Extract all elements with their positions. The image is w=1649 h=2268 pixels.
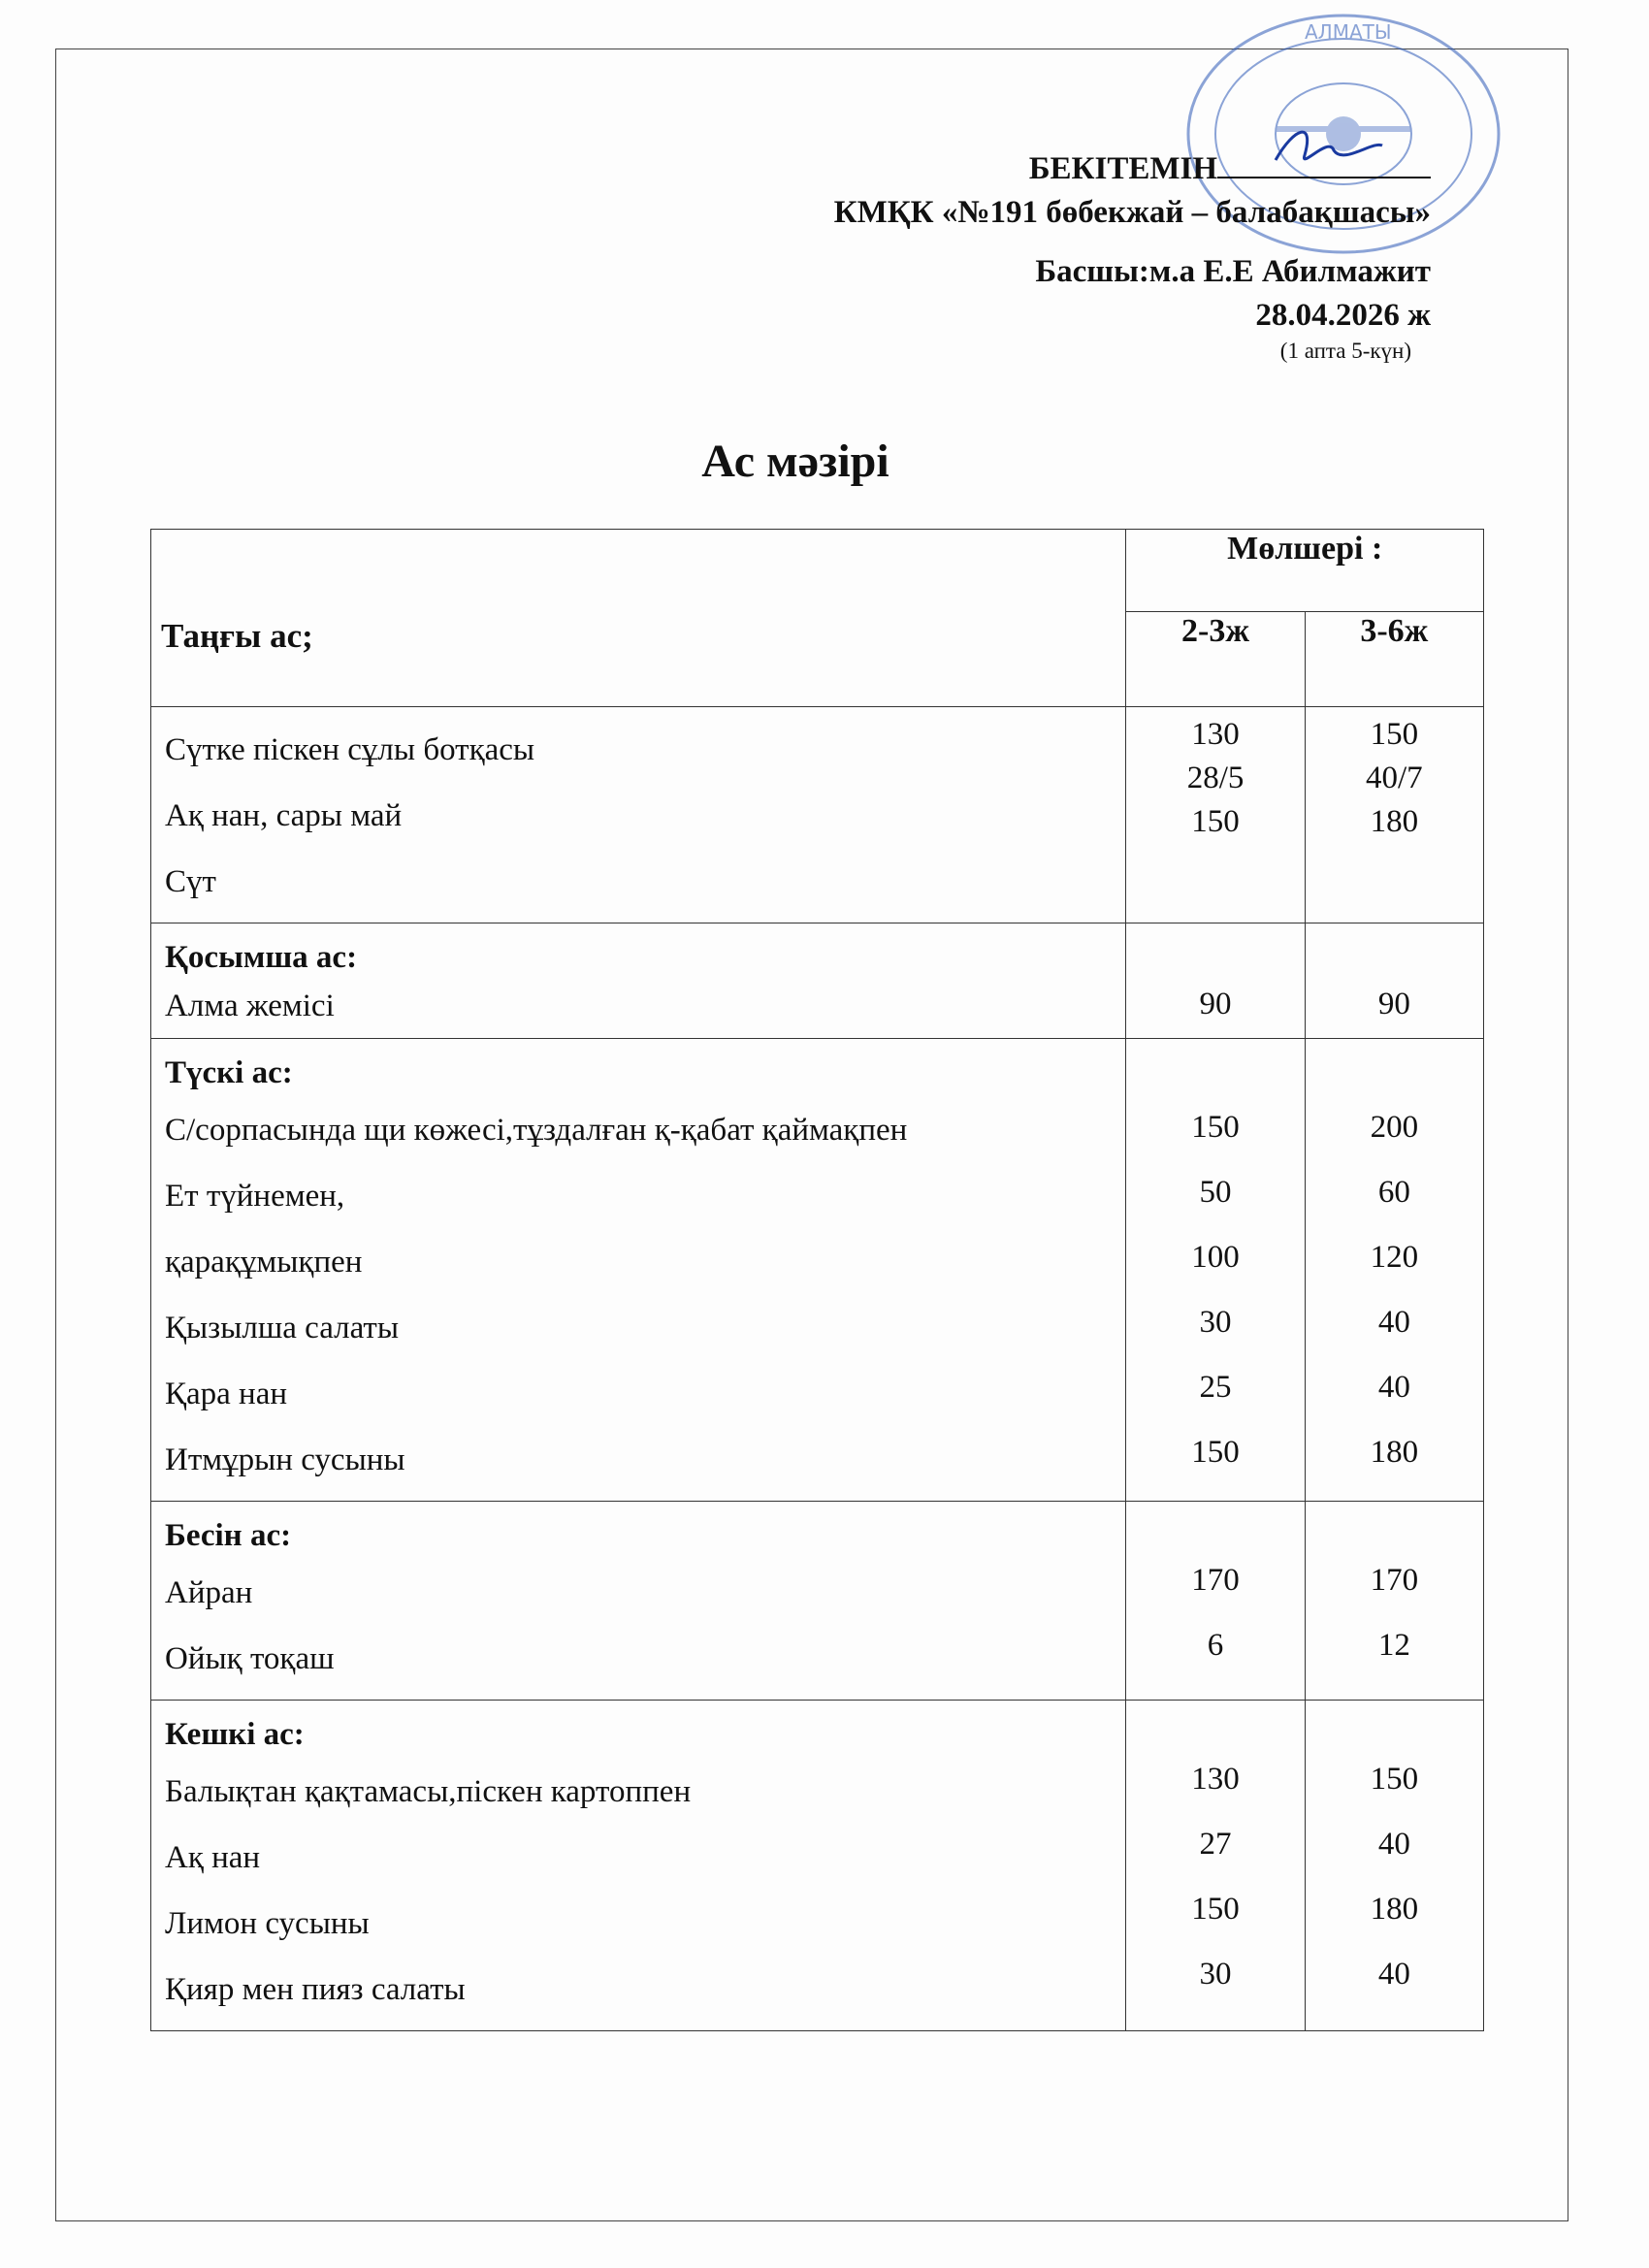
- approve-line: [834, 146, 1431, 191]
- amount: 50: [1199, 1175, 1232, 1210]
- amount: 150: [1370, 717, 1419, 752]
- signature-scribble: [1237, 116, 1450, 175]
- amount: 40: [1377, 1827, 1410, 1862]
- amount: 28/5: [1186, 761, 1245, 795]
- amount: 40: [1377, 1370, 1410, 1405]
- amount: 90: [1377, 987, 1410, 1021]
- amounts-2-3: [1126, 1502, 1305, 1701]
- amount: 170: [1191, 1563, 1240, 1598]
- amount: 150: [1191, 804, 1240, 839]
- amount: 180: [1370, 804, 1419, 839]
- amount: 100: [1191, 1240, 1240, 1275]
- amounts-3-6: [1305, 923, 1483, 1039]
- amount-header: Мөлшері :: [1126, 530, 1484, 612]
- amount: 200: [1370, 1110, 1419, 1145]
- signature: [1217, 146, 1431, 178]
- dish-name: Итмұрын сусыны: [165, 1442, 405, 1477]
- section-items: [151, 1039, 1126, 1502]
- menu-table: [150, 529, 1484, 2031]
- dish-name: Алма жемісі: [165, 988, 335, 1023]
- amount: 130: [1191, 717, 1240, 752]
- section-items: [151, 1701, 1126, 2031]
- amount: 40: [1377, 1957, 1410, 1992]
- amount: 180: [1370, 1435, 1419, 1470]
- section-breakfast: [151, 707, 1484, 923]
- section-title: Қосымша ас:: [165, 940, 358, 975]
- amount: 30: [1199, 1957, 1232, 1992]
- section-title: Кешкі ас:: [165, 1717, 305, 1752]
- amount: 150: [1191, 1435, 1240, 1470]
- amounts-2-3: [1126, 1701, 1305, 2031]
- section-snack: [151, 923, 1484, 1039]
- organization-name: КМҚК «№191 бөбекжай – балабақшасы»: [833, 195, 1431, 230]
- dish-name: Қара нан: [165, 1377, 288, 1411]
- amounts-2-3: [1126, 707, 1305, 923]
- amount: 150: [1191, 1892, 1240, 1927]
- section-afternoon: [151, 1502, 1484, 1701]
- age-header-3-6: 3-6ж: [1305, 612, 1483, 707]
- dish-name: Қияр мен пияз салаты: [165, 1972, 466, 2007]
- amount: 30: [1199, 1305, 1232, 1340]
- amounts-3-6: [1305, 1502, 1483, 1701]
- amount: 40/7: [1366, 761, 1423, 795]
- amount: 120: [1370, 1240, 1419, 1275]
- amounts-3-6: [1305, 707, 1483, 923]
- stamp-text: АЛМАТЫ: [1305, 20, 1392, 44]
- dish-name: қарақұмықпен: [165, 1245, 363, 1280]
- amount: 40: [1377, 1305, 1410, 1340]
- amount: 60: [1377, 1175, 1410, 1210]
- amount: 12: [1377, 1628, 1410, 1663]
- amounts-3-6: [1305, 1039, 1483, 1502]
- section-lunch: [151, 1039, 1484, 1502]
- amount: 170: [1370, 1563, 1419, 1598]
- dish-name: Ет түйнемен,: [165, 1179, 345, 1214]
- amounts-2-3: [1126, 923, 1305, 1039]
- week-day: (1 апта 5-күн): [1279, 339, 1411, 363]
- approval-date: 28.04.2026 ж: [1255, 298, 1431, 333]
- amount: 25: [1199, 1370, 1232, 1405]
- amounts-2-3: [1126, 1039, 1305, 1502]
- dish-name: Ойық тоқаш: [165, 1641, 335, 1676]
- header-row: [151, 530, 1484, 612]
- dish-name: Лимон сусыны: [165, 1906, 370, 1941]
- section-title: Түскі ас:: [165, 1055, 293, 1090]
- dish-name: С/сорпасында щи көжесі,тұздалған қ-қабат қаймақпен: [165, 1113, 908, 1148]
- approval-block: [834, 146, 1431, 365]
- approve-label: БЕКІТЕМІН: [1028, 151, 1217, 186]
- section-title: Бесін ас:: [165, 1518, 292, 1553]
- dish-name: Айран: [165, 1575, 253, 1610]
- page-title: Ас мәзірі: [701, 436, 889, 487]
- breakfast-header: Таңғы ас;: [151, 530, 1126, 707]
- director-name: Басшы:м.а Е.Е Абилмажит: [1035, 254, 1431, 289]
- age-header-2-3: 2-3ж: [1126, 612, 1305, 707]
- dish-name: Сүт: [165, 864, 216, 899]
- dish-name: Сүтке піскен сұлы ботқасы: [165, 732, 535, 767]
- amount: 150: [1191, 1110, 1240, 1145]
- section-dinner: [151, 1701, 1484, 2031]
- amount: 27: [1199, 1827, 1232, 1862]
- amount: 130: [1191, 1762, 1240, 1797]
- amount: 180: [1370, 1892, 1419, 1927]
- dish-name: Ақ нан: [165, 1840, 261, 1875]
- amount: 6: [1207, 1628, 1224, 1663]
- amounts-3-6: [1305, 1701, 1483, 2031]
- amount: 150: [1370, 1762, 1419, 1797]
- dish-name: Қызылша салаты: [165, 1311, 400, 1345]
- section-items: [151, 1502, 1126, 1701]
- section-items: [151, 707, 1126, 923]
- dish-name: Балықтан қақтамасы,піскен картоппен: [165, 1774, 692, 1809]
- section-items: [151, 923, 1126, 1039]
- dish-name: Ақ нан, сары май: [165, 798, 403, 833]
- amount: 90: [1199, 987, 1232, 1021]
